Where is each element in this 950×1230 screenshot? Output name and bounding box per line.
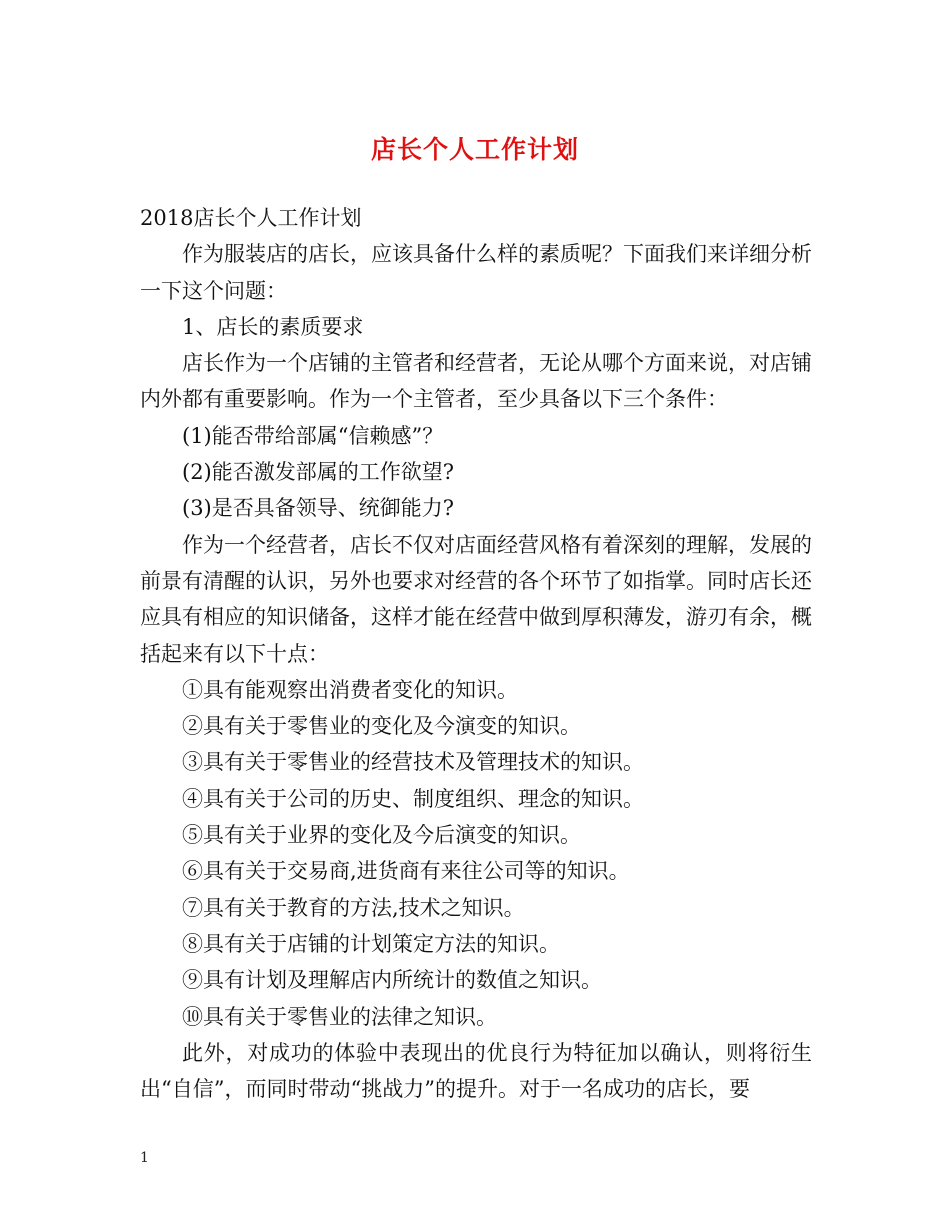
knowledge-item-7: ⑦具有关于教育的方法,技术之知识。: [182, 895, 525, 920]
knowledge-item-8: ⑧具有关于店铺的计划策定方法的知识。: [182, 931, 560, 956]
condition-item-2: (2)能否激发部属的工作欲望?: [182, 460, 455, 485]
body-paragraph: 此外，对成功的体验中表现出的优良行为特征加以确认，则将衍生出“自信”，而同时带动“挑战力”的提升。对于一名成功的店长，要: [140, 1040, 812, 1102]
knowledge-item-2: ②具有关于零售业的变化及今演变的知识。: [182, 714, 581, 739]
subtitle-paragraph: 2018店长个人工作计划: [140, 206, 362, 230]
section-heading: 1、店长的素质要求: [182, 314, 364, 339]
intro-paragraph: 作为服装店的店长，应该具备什么样的素质呢？下面我们来详细分析一下这个问题：: [140, 242, 812, 303]
condition-item-1: (1)能否带给部属“信赖感”？: [182, 423, 444, 448]
knowledge-item-3: ③具有关于零售业的经营技术及管理技术的知识。: [182, 750, 644, 775]
knowledge-item-9: ⑨具有计划及理解店内所统计的数值之知识。: [182, 968, 602, 993]
document-body: [140, 200, 812, 1107]
document-title: 店长个人工作计划: [370, 135, 579, 164]
body-paragraph: 作为一个经营者，店长不仅对店面经营风格有着深刻的理解，发展的前景有清醒的认识，另外也要求对经营的各个环节了如指掌。同时店长还应具有相应的知识储备，这样才能在经营中做到厚积薄发，游刃有余，概括起来有以下十点：: [140, 532, 812, 666]
knowledge-item-6: ⑥具有关于交易商,进货商有来往公司等的知识。: [182, 859, 630, 884]
knowledge-item-5: ⑤具有关于业界的变化及今后演变的知识。: [182, 823, 581, 848]
page-number: 1: [140, 1150, 149, 1166]
knowledge-item-1: ①具有能观察出消费者变化的知识。: [182, 677, 518, 702]
knowledge-item-4: ④具有关于公司的历史、制度组织、理念的知识。: [182, 786, 644, 811]
body-paragraph: 店长作为一个店铺的主管者和经营者，无论从哪个方面来说，对店铺内外都有重要影响。作为一个主管者，至少具备以下三个条件：: [140, 351, 812, 412]
condition-item-3: (3)是否具备领导、统御能力?: [182, 496, 455, 521]
knowledge-item-10: ⑩具有关于零售业的法律之知识。: [182, 1004, 497, 1029]
